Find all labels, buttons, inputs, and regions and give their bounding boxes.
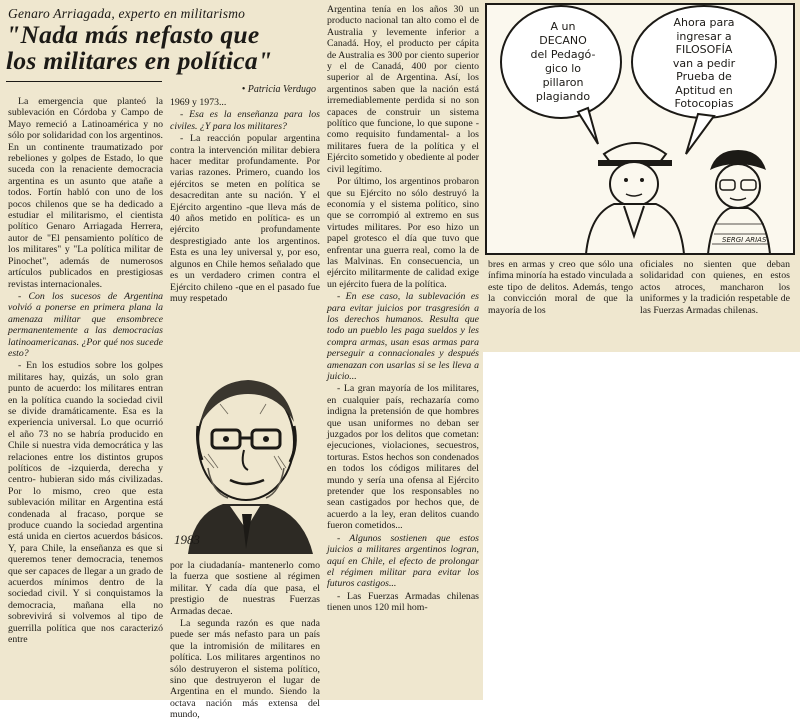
body-paragraph: oficiales no sienten que deban solidaridad con quienes, en estos actos atroces, mancharon los uniformes y la tradición respetable de las Fuerzas Armadas chilenas. bbox=[640, 259, 790, 316]
interview-question: - Esa es la enseñanza para los civiles. ¿Y para los militares? bbox=[170, 109, 320, 132]
body-paragraph: - En los estudios sobre los golpes militares hay, quizás, un solo gran punto de acuerdo: los militares entran en la política cuando la sociedad civil se divide dramáticamente. Esa es la experiencia universal. Lo que ocurrió el año 73 no se habría producido en Chile si nuestra vida democrática y las relaciones entre los distintos grupos políticos de -izquierda, derecha y centro- hubieran sido más civilizadas. Por lo mismo, creo que esta sublevación militar en Argentina está condenada al fracaso, porque se produce cuando la sociedad argentina está unida en ciertos acuerdos básicos. Y, para Chile, la enseñanza es que si queremos tener democracia, tenemos que ser capaces de llegar a un grado de acuerdos mínimos dentro de la sociedad civil. Y si conquistamos la democracia, mañana ella no sobrevivirá si volvemos al tipo de guerrilla política que nos caracterizó entre bbox=[8, 360, 163, 646]
article-column-3 bbox=[327, 4, 479, 700]
body-paragraph: - Las Fuerzas Armadas chilenas tienen unos 120 mil hom- bbox=[327, 590, 479, 614]
article-column-2-top bbox=[170, 97, 320, 362]
body-paragraph: - La reacción popular argentina contra la intervención militar debiera hacer meditar profundamente. Por varias razones. Primero, cuando los ejércitos se meten en política se desacreditan ante su nación. Y el Ejército argentino -que lleva más de 40 años metido en política- es un ejército profundamente desprestigiado ante los argentinos. Esta es una ley universal y, por eso, algunos en Chile hemos señalado que es un verdadero crimen contra el Ejército chileno -que en el pasado fue muy respetado bbox=[170, 133, 320, 304]
cartoon-signature: SERGI ARIAS bbox=[722, 236, 767, 244]
speech-bubble-line: gico lo bbox=[544, 62, 582, 75]
portrait-drawing bbox=[168, 364, 322, 556]
speech-bubble-line: pillaron bbox=[542, 76, 584, 89]
body-paragraph: La segunda razón es que nada puede ser más nefasto para un país que la intromisión de militares en política. Los militares argentinos no sólo destruyeron el sistema político, sino que destruyeron el lugar de Argentina en el mundo. Siendo la octava nación más extensa del mundo, bbox=[170, 618, 320, 721]
article-column-1 bbox=[8, 96, 163, 700]
headline-rule bbox=[6, 81, 162, 82]
headline-line-2: los militares en política" bbox=[6, 46, 273, 75]
body-paragraph: 1969 y 1973... bbox=[170, 97, 227, 108]
interview-question: - Con los sucesos de Argentina volvió a ponerse en primera plana la amenaza militar que ensombrece permanentemente a las democracias latinoamericanas. ¿Por qué nos sucede esto? bbox=[8, 290, 163, 359]
speech-bubble-line: Fotocopias bbox=[674, 97, 734, 110]
body-paragraph: - La gran mayoría de los militares, en cualquier país, rechazaría como indigna la pretensión de que hombres que usan uniformes no deban ser juzgados por los delitos que cometan: ejecuciones, violaciones, secuestros, torturas. Estos hechos son condenados en todos los códigos militares del mundo y sería una ofensa al Ejército pretender que los responsables no sean castigados por hechos que, de acuerdo a la ley, eran delitos cuando fueron cometidos... bbox=[327, 383, 479, 532]
article-column-5 bbox=[640, 259, 790, 349]
interview-question: - Algunos sostienen que estos juicios a militares argentinos logran, aquí en Chile, el efecto de prolongar el régimen militar para evitar los futuros castigos... bbox=[327, 532, 479, 590]
cartoon-bubble-right bbox=[650, 16, 758, 111]
speech-bubble-line: van a pedir bbox=[672, 56, 736, 70]
body-paragraph: por la ciudadanía- mantenerlo como la fuerza que sostiene al régimen militar. Y cada día que pasa, el prestigio de nuestras Fuerzas Armadas decae. bbox=[170, 560, 320, 617]
interview-question: - En ese caso, la sublevación es para evitar juicios por trasgresión a los derechos humanos. Resulta que todo un pueblo les paga sueldos y les compra armas, usan esas armas para perseguir a connacionales y después amenazan con usarlas si se les lleva a juicio... bbox=[327, 291, 479, 382]
speech-bubble-line: DECANO bbox=[539, 34, 587, 47]
speech-bubble-line: del Pedagó- bbox=[530, 48, 596, 61]
speech-bubble-line: plagiando bbox=[535, 90, 591, 103]
speech-bubble-line: FILOSOFÍA bbox=[675, 43, 733, 56]
article-column-4 bbox=[488, 259, 633, 349]
speech-bubble-line: Aptitud en bbox=[675, 83, 733, 97]
portrait-illustration bbox=[168, 364, 322, 556]
speech-bubble-line: Ahora para bbox=[673, 16, 735, 29]
article-headline bbox=[6, 22, 326, 74]
article-byline: • Patricia Verdugo bbox=[241, 84, 316, 95]
body-paragraph: bres en armas y creo que sólo una ínfima minoría ha estado vinculada a este tipo de delitos. Además, tengo la convicción moral de que la mayoría de los bbox=[488, 259, 633, 316]
speech-bubble-line: Prueba de bbox=[676, 70, 732, 83]
article-column-2-bottom bbox=[170, 560, 320, 721]
body-paragraph: La emergencia que planteó la sublevación en Córdoba y Campo de Mayo remeció a Latinoamérica y no sólo por solidaridad con los argentinos. En un continente traumatizado por rebeliones y golpes de Estado, lo que suceda con la renaciente democracia argentina es un asunto que atañe a todos. Fortín habló con uno de los pocos chilenos que se ha dedicado a estudiar el militarismo, el cientista político Genaro Arriagada Herrera, autor de "El pensamiento político de los militares" y "La política militar de Pinochet", además de numerosos artículos publicados en prestigiosas revistas internacionales. bbox=[8, 96, 163, 290]
portrait-date-signature: 1983 bbox=[174, 532, 200, 547]
article-kicker: Genaro Arriagada, experto en militarismo bbox=[8, 6, 246, 21]
headline-line-1: "Nada más nefasto que bbox=[6, 20, 260, 49]
speech-bubble-line: A un bbox=[550, 20, 576, 33]
cartoon-bubble-left bbox=[528, 20, 598, 104]
body-paragraph: Por último, los argentinos probaron que su Ejército no sólo destruyó la economía y el sistema político, sino que se corrompió al extremo en sus virtudes militares. Por eso hizo un papel grotesco el día que tuvo que enfrentar una guerra real, como la de las Malvinas. En consecuencia, un ejército militarmente de calidad exige un ejército fuera de la política. bbox=[327, 176, 479, 290]
speech-bubble-line: ingresar a bbox=[676, 29, 732, 43]
political-cartoon bbox=[486, 4, 794, 254]
body-paragraph: Argentina tenía en los años 30 un producto nacional tan alto como el de Australia y levemente inferior a Canadá. Hoy, el producto per cápita de Australia es 300 por ciento superior y el de Canadá, 400 por ciento superior al de Argentina. Así, los argentinos saben que la nación está irremediablemente perdida si no son capaces de construir un sistema político que funcione, lo que supone -como requisito fundamental- a los militares fuera de la política y el Ejército sometido y obediente al poder civil legítimo. bbox=[327, 4, 479, 175]
